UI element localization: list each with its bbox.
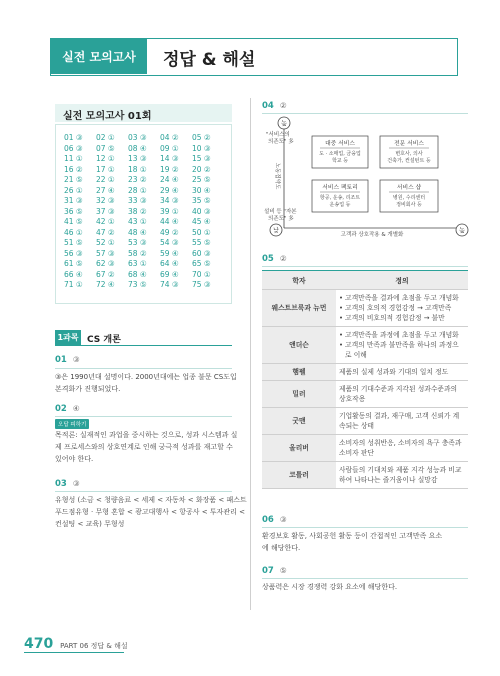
y-axis-label: 노동집약도 bbox=[274, 162, 280, 190]
table-header: 정의 bbox=[336, 271, 468, 290]
section-header bbox=[55, 330, 232, 346]
scholar-name: 올리버 bbox=[262, 435, 336, 462]
definition-cell: 소비자의 성취반응, 소비자의 욕구 충족과 소비자 판단 bbox=[336, 435, 468, 462]
answer-item: 56 ③ bbox=[64, 248, 83, 258]
answer-item: 74 ③ bbox=[160, 280, 179, 289]
table-row bbox=[262, 327, 468, 364]
question-07-head: 07 ⑤ bbox=[262, 566, 287, 576]
answer-item: 08 ④ bbox=[128, 143, 147, 153]
section-name: CS 개론 bbox=[87, 335, 121, 345]
bottom-left-label: 의존도" 多 bbox=[268, 216, 294, 222]
answer-item: 32 ③ bbox=[96, 196, 115, 205]
divider bbox=[262, 578, 468, 579]
question-07-text: 상품력은 시장 경쟁력 강화 요소에 해당한다. bbox=[262, 583, 398, 591]
svg-text:건축가, 컨설턴트 등: 건축가, 컨설턴트 등 bbox=[387, 158, 431, 164]
answer-item: 30 ④ bbox=[192, 185, 211, 195]
top-axis-label: 의존도" 多 bbox=[268, 139, 294, 145]
answer-item: 67 ② bbox=[96, 269, 115, 279]
answer-item: 66 ④ bbox=[64, 269, 83, 279]
answer-item: 04 ② bbox=[160, 133, 179, 142]
top-axis-label: "서비스의 bbox=[266, 132, 290, 138]
answer-item: 55 ⑤ bbox=[192, 238, 211, 247]
question-02-text: 목적론: 실재적인 과업을 중시하는 것으로, 성과 시스템과 실 제 프로세스와의 상호연계로 인해 궁극적 성과를 재고할 수 있어야 한다. bbox=[55, 431, 238, 463]
question-03-text: 유형성 (소금 < 청량음료 < 세제 < 자동차 < 화장품 < 패스트 푸드점유형 · 무형 혼합 < 광고대행사 < 항공사 < 투자관리 < 컨설팅 < 교육) 무형성 bbox=[55, 496, 247, 528]
answer-item: 54 ③ bbox=[160, 238, 179, 247]
svg-text:도 · 소매업, 금융업: 도 · 소매업, 금융업 bbox=[319, 151, 361, 157]
answer-item: 65 ⑤ bbox=[192, 259, 211, 268]
svg-text:학교 등: 학교 등 bbox=[331, 158, 349, 164]
question-06-head: 06 ③ bbox=[262, 515, 287, 525]
answer-item: 03 ③ bbox=[128, 133, 147, 142]
answer-item: 64 ④ bbox=[160, 259, 179, 268]
answer-grid bbox=[64, 133, 224, 291]
question-01-text: ③은 1990년대 설명이다. 2000년대에는 업종 불문 CS도입 본격화가 진행되었다. bbox=[55, 373, 237, 393]
header-tag: 실전 모의고사 bbox=[51, 39, 147, 74]
question-01-head: 01 ③ bbox=[55, 355, 80, 365]
table-row bbox=[262, 435, 468, 462]
svg-text:변호사, 의사: 변호사, 의사 bbox=[395, 151, 423, 157]
page-header bbox=[50, 38, 458, 76]
high-icon-right bbox=[456, 224, 468, 236]
answer-item: 20 ② bbox=[192, 164, 211, 174]
svg-text:항공, 운송, 리조트: 항공, 운송, 리조트 bbox=[319, 195, 361, 201]
page-title: 정답 & 해설 bbox=[163, 50, 256, 70]
high-icon-top bbox=[278, 117, 290, 129]
answer-item: 46 ① bbox=[64, 227, 83, 237]
divider bbox=[55, 416, 232, 417]
divider bbox=[262, 266, 468, 267]
table-row bbox=[262, 290, 468, 327]
answer-item: 47 ② bbox=[96, 227, 115, 237]
answer-item: 14 ③ bbox=[160, 154, 179, 163]
answer-item: 40 ③ bbox=[192, 206, 211, 216]
answer-item: 70 ① bbox=[192, 269, 211, 279]
divider bbox=[55, 491, 232, 492]
answer-item: 10 ③ bbox=[192, 143, 211, 153]
answer-item: 09 ① bbox=[160, 143, 179, 153]
answer-item: 02 ① bbox=[96, 133, 115, 142]
answer-item: 26 ① bbox=[64, 185, 83, 195]
scholar-name: 웨스트브룩과 뉴먼 bbox=[262, 290, 336, 327]
answer-item: 01 ③ bbox=[64, 133, 83, 142]
answer-item: 15 ③ bbox=[192, 154, 211, 163]
answer-item: 11 ① bbox=[64, 154, 83, 163]
answer-item: 17 ① bbox=[96, 164, 115, 174]
definition-cell bbox=[336, 327, 468, 364]
answer-item: 75 ③ bbox=[192, 280, 211, 289]
quadrant-professional-service bbox=[380, 136, 438, 168]
answer-item: 25 ⑤ bbox=[192, 175, 211, 184]
answer-item: 44 ④ bbox=[160, 217, 179, 226]
svg-text:운송업 등: 운송업 등 bbox=[329, 202, 351, 208]
table-row bbox=[262, 408, 468, 435]
answer-item: 48 ④ bbox=[128, 227, 147, 237]
answer-item: 68 ④ bbox=[128, 269, 147, 279]
definition-cell: 제품의 기대수준과 지각된 성과수준과의 상호작용 bbox=[336, 381, 468, 408]
answer-item: 43 ① bbox=[128, 217, 147, 226]
answer-item: 57 ③ bbox=[96, 248, 115, 258]
answer-item: 49 ② bbox=[160, 227, 179, 237]
answer-item: 29 ④ bbox=[160, 185, 179, 195]
answer-item: 27 ④ bbox=[96, 185, 115, 195]
answer-item: 71 ① bbox=[64, 280, 83, 289]
answer-item: 52 ① bbox=[96, 238, 115, 247]
answer-item: 42 ① bbox=[96, 217, 115, 226]
answer-item: 36 ⑤ bbox=[64, 206, 83, 216]
footer-rule bbox=[24, 652, 124, 653]
svg-text:높: 높 bbox=[281, 120, 287, 128]
answer-item: 69 ④ bbox=[160, 269, 179, 279]
page-number: 470 bbox=[24, 636, 54, 652]
definition-cell bbox=[336, 290, 468, 327]
quadrant-mass-service bbox=[312, 136, 368, 168]
svg-text:정비회사 등: 정비회사 등 bbox=[396, 202, 422, 208]
question-02-head: 02 ④ bbox=[55, 404, 80, 414]
answer-item: 73 ⑤ bbox=[128, 280, 147, 289]
x-axis-label: 고객과 상호작용 & 개별화 bbox=[340, 232, 404, 238]
answer-item: 35 ⑤ bbox=[192, 196, 211, 205]
page-footer bbox=[24, 636, 128, 652]
answer-item: 16 ② bbox=[64, 164, 83, 174]
answer-item: 28 ① bbox=[128, 185, 147, 195]
definition-item: • 고객의 호의적 경험감정 → 고객만족 bbox=[339, 303, 465, 313]
answer-box bbox=[55, 124, 232, 304]
svg-text:높: 높 bbox=[459, 227, 465, 235]
table-row bbox=[262, 462, 468, 489]
part-label: PART 06 정답 & 해설 bbox=[60, 642, 128, 650]
scholar-name: 햄펠 bbox=[262, 364, 336, 381]
question-03-head: 03 ③ bbox=[55, 479, 80, 489]
quadrant-service-factory bbox=[312, 180, 368, 212]
low-icon-origin bbox=[270, 224, 282, 236]
answer-item: 41 ⑤ bbox=[64, 217, 83, 226]
answer-item: 33 ③ bbox=[128, 196, 147, 205]
answer-item: 50 ① bbox=[192, 227, 211, 237]
scholar-name: 굿맨 bbox=[262, 408, 336, 435]
answer-item: 72 ④ bbox=[96, 280, 115, 289]
definition-cell: 기업활동의 결과, 재구매, 고객 신뢰가 계속되는 상태 bbox=[336, 408, 468, 435]
table-header: 학자 bbox=[262, 271, 336, 290]
answer-item: 39 ① bbox=[160, 206, 179, 216]
svg-text:서비스 샵: 서비스 샵 bbox=[396, 185, 422, 191]
divider bbox=[262, 527, 468, 528]
definition-item: • 고객만족을 과정에 초점을 두고 개념화 bbox=[339, 330, 465, 340]
svg-text:대중 서비스: 대중 서비스 bbox=[325, 141, 355, 147]
definition-cell: 제품의 실제 성과와 기대의 일치 정도 bbox=[336, 364, 468, 381]
definition-cell: 사람들의 기대치와 제품 지각 성능과 비교하여 나타나는 즐거움이나 실망감 bbox=[336, 462, 468, 489]
bottom-left-label: 설비 등 "자본 bbox=[264, 209, 297, 215]
quadrant-service-shop bbox=[380, 180, 438, 212]
answer-box-title: 실전 모의고사 01회 bbox=[55, 104, 232, 122]
scholar-name: 앤더슨 bbox=[262, 327, 336, 364]
answer-item: 07 ⑤ bbox=[96, 143, 115, 153]
column-divider bbox=[250, 98, 251, 610]
question-06-text: 환경보호 활동, 사회공헌 활동 등이 간접적인 고객만족 요소 에 해당한다. bbox=[262, 532, 443, 552]
answer-item: 51 ⑤ bbox=[64, 238, 83, 247]
section-number: 1과목 bbox=[55, 330, 81, 345]
answer-item: 53 ③ bbox=[128, 238, 147, 247]
definition-item: • 고객의 비호의적 경험감정 → 불만 bbox=[339, 313, 465, 323]
question-04-head: 04 ② bbox=[262, 101, 287, 111]
answer-item: 60 ③ bbox=[192, 248, 211, 258]
divider bbox=[262, 113, 468, 114]
divider bbox=[55, 368, 232, 369]
answer-item: 22 ① bbox=[96, 175, 115, 184]
answer-item: 19 ② bbox=[160, 164, 179, 174]
answer-item: 61 ⑤ bbox=[64, 259, 83, 268]
svg-text:서비스 팩토리: 서비스 팩토리 bbox=[322, 185, 358, 191]
svg-text:낮: 낮 bbox=[273, 227, 279, 235]
answer-item: 45 ④ bbox=[192, 217, 211, 226]
svg-text:전문 서비스: 전문 서비스 bbox=[394, 141, 424, 147]
answer-item: 34 ③ bbox=[160, 196, 179, 205]
answer-item: 59 ④ bbox=[160, 248, 179, 258]
answer-item: 58 ② bbox=[128, 248, 147, 258]
table-row bbox=[262, 381, 468, 408]
answer-item: 12 ① bbox=[96, 154, 115, 163]
answer-item: 13 ③ bbox=[128, 154, 147, 163]
answer-item: 37 ③ bbox=[96, 206, 115, 216]
satisfaction-definition-table bbox=[262, 270, 468, 489]
definition-item: • 고객만족을 결과에 초점을 두고 개념화 bbox=[339, 293, 465, 303]
scholar-name: 코틀러 bbox=[262, 462, 336, 489]
service-matrix-diagram bbox=[262, 116, 472, 240]
answer-item: 24 ④ bbox=[160, 175, 179, 184]
answer-item: 23 ② bbox=[128, 175, 147, 184]
answer-item: 63 ① bbox=[128, 259, 147, 268]
answer-item: 62 ③ bbox=[96, 259, 115, 268]
svg-text:병원, 수리센터: 병원, 수리센터 bbox=[392, 195, 426, 201]
scholar-name: 밀러 bbox=[262, 381, 336, 408]
answer-item: 31 ③ bbox=[64, 196, 83, 205]
answer-item: 06 ③ bbox=[64, 143, 83, 153]
answer-item: 18 ① bbox=[128, 164, 147, 174]
definition-item: • 고객의 만족과 불만족을 하나의 과정으로 이해 bbox=[339, 340, 465, 360]
answer-item: 05 ② bbox=[192, 133, 211, 142]
answer-item: 38 ② bbox=[128, 206, 147, 216]
answer-item: 21 ⑤ bbox=[64, 175, 83, 184]
tip-badge: 오답 피하기 bbox=[55, 419, 89, 429]
table-row bbox=[262, 364, 468, 381]
question-05-head: 05 ② bbox=[262, 254, 287, 264]
